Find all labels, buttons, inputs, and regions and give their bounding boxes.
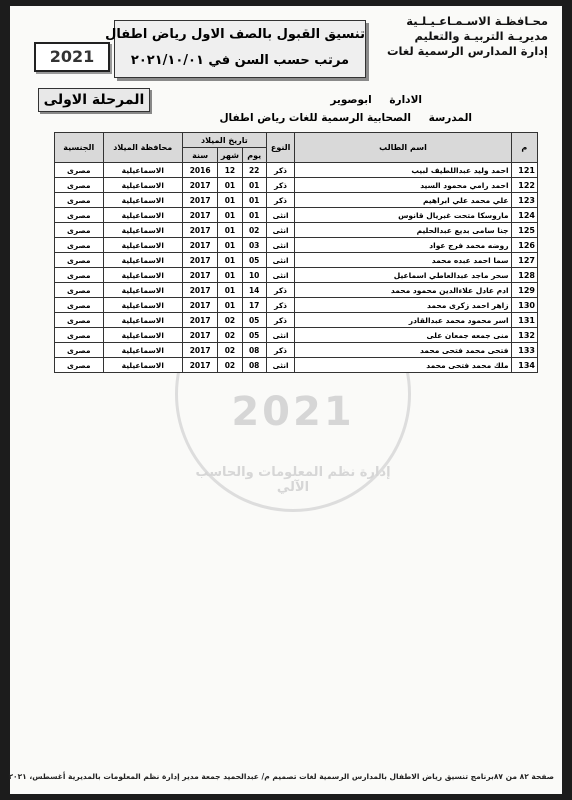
birth-month: 01: [218, 268, 242, 283]
birth-month: 01: [218, 283, 242, 298]
gender: انثى: [266, 328, 295, 343]
birth-year: 2017: [182, 358, 217, 373]
birth-year: 2017: [182, 253, 217, 268]
admin-value: ابوصوير: [330, 94, 372, 106]
birth-year: 2017: [182, 283, 217, 298]
birth-governorate: الاسماعيلية: [103, 313, 182, 328]
admin-info: [330, 94, 422, 106]
table-row: [55, 343, 538, 358]
nationality: مصرى: [55, 208, 104, 223]
watermark-year: 2021: [231, 389, 355, 435]
birth-governorate: الاسماعيلية: [103, 328, 182, 343]
row-num: 124: [511, 208, 537, 223]
nationality: مصرى: [55, 313, 104, 328]
row-num: 132: [511, 328, 537, 343]
student-name: روضه محمد فرج عواد: [295, 238, 511, 253]
birth-year: 2017: [182, 238, 217, 253]
col-header-day: يوم: [242, 148, 266, 163]
birth-year: 2017: [182, 328, 217, 343]
school-label: المدرسة: [428, 112, 472, 124]
gender: ذكر: [266, 163, 295, 178]
table-row: [55, 193, 538, 208]
students-table: [54, 132, 538, 373]
row-num: 131: [511, 313, 537, 328]
birth-year: 2017: [182, 208, 217, 223]
birth-year: 2017: [182, 343, 217, 358]
birth-day: 05: [242, 313, 266, 328]
col-header-month: شهر: [218, 148, 242, 163]
school-info: [219, 112, 472, 124]
gender: ذكر: [266, 193, 295, 208]
col-header-year: سنة: [182, 148, 217, 163]
birth-year: 2017: [182, 223, 217, 238]
birth-day: 14: [242, 283, 266, 298]
birth-month: 01: [218, 253, 242, 268]
gender: انثى: [266, 268, 295, 283]
col-header-name: اسم الطالب: [295, 133, 511, 163]
birth-month: 01: [218, 178, 242, 193]
table-row: [55, 358, 538, 373]
gender: انثى: [266, 358, 295, 373]
issuer-block: [387, 14, 548, 59]
nationality: مصرى: [55, 163, 104, 178]
table-row: [55, 283, 538, 298]
row-num: 128: [511, 268, 537, 283]
page-footer: صفحة ٨٢ من ٨٧برنامج تنسيق رياض الاطفال بالمدارس الرسمية لغات تصميم م/ عبدالحميد جمعة مدير إدارة نظم المعلومات بالمديرية أغسطس، ٢٠٢١: [8, 772, 554, 781]
birth-day: 05: [242, 253, 266, 268]
gender: انثى: [266, 253, 295, 268]
birth-governorate: الاسماعيلية: [103, 268, 182, 283]
student-name: فتحى محمد فتحى محمد: [295, 343, 511, 358]
watermark-text: إدارة نظم المعلومات والحاسب الآلي: [195, 465, 391, 495]
nationality: مصرى: [55, 193, 104, 208]
birth-governorate: الاسماعيلية: [103, 358, 182, 373]
nationality: مصرى: [55, 343, 104, 358]
birth-month: 02: [218, 313, 242, 328]
birth-day: 03: [242, 238, 266, 253]
governorate-name: محـافظـة الاسـمـاعـيـلـية: [406, 14, 548, 28]
birth-governorate: الاسماعيلية: [103, 283, 182, 298]
student-name: ماروسكا متحت غبريال قانوس: [295, 208, 511, 223]
row-num: 133: [511, 343, 537, 358]
gender: ذكر: [266, 298, 295, 313]
birth-day: 01: [242, 208, 266, 223]
birth-year: 2016: [182, 163, 217, 178]
col-header-nationality: الجنسية: [55, 133, 104, 163]
stage-badge: المرحلة الاولى: [38, 88, 150, 112]
birth-month: 12: [218, 163, 242, 178]
table-row: [55, 268, 538, 283]
birth-month: 02: [218, 358, 242, 373]
row-num: 123: [511, 193, 537, 208]
table-body: [55, 163, 538, 373]
birth-day: 10: [242, 268, 266, 283]
birth-day: 22: [242, 163, 266, 178]
student-name: ادم عادل علاءالدين محمود محمد: [295, 283, 511, 298]
birth-governorate: الاسماعيلية: [103, 238, 182, 253]
admin-label: الادارة: [389, 94, 422, 106]
birth-governorate: الاسماعيلية: [103, 298, 182, 313]
row-num: 125: [511, 223, 537, 238]
birth-month: 01: [218, 238, 242, 253]
birth-governorate: الاسماعيلية: [103, 253, 182, 268]
birth-month: 01: [218, 208, 242, 223]
year-badge: 2021: [34, 42, 110, 72]
birth-month: 01: [218, 298, 242, 313]
student-name: احمد رامي محمود السيد: [295, 178, 511, 193]
birth-governorate: الاسماعيلية: [103, 343, 182, 358]
gender: ذكر: [266, 313, 295, 328]
student-name: زاهر احمد زكرى محمد: [295, 298, 511, 313]
nationality: مصرى: [55, 253, 104, 268]
nationality: مصرى: [55, 223, 104, 238]
row-num: 134: [511, 358, 537, 373]
administration-name: إدارة المدارس الرسمية لغات: [386, 44, 548, 58]
table-row: [55, 163, 538, 178]
birth-day: 02: [242, 223, 266, 238]
row-num: 129: [511, 283, 537, 298]
nationality: مصرى: [55, 328, 104, 343]
birth-year: 2017: [182, 298, 217, 313]
col-header-birth-date: تاريخ الميلاد: [182, 133, 266, 148]
gender: ذكر: [266, 343, 295, 358]
birth-year: 2017: [182, 193, 217, 208]
nationality: مصرى: [55, 358, 104, 373]
birth-day: 01: [242, 178, 266, 193]
student-name: جنا سامى بديع عبدالحليم: [295, 223, 511, 238]
row-num: 121: [511, 163, 537, 178]
student-name: علي محمد علي ابراهيم: [295, 193, 511, 208]
gender: انثى: [266, 238, 295, 253]
nationality: مصرى: [55, 268, 104, 283]
table-row: [55, 208, 538, 223]
birth-day: 17: [242, 298, 266, 313]
student-name: منى جمعه جمعان على: [295, 328, 511, 343]
nationality: مصرى: [55, 298, 104, 313]
birth-day: 05: [242, 328, 266, 343]
school-value: الصحابية الرسمية للغات رياض اطفال: [219, 112, 411, 124]
birth-year: 2017: [182, 178, 217, 193]
birth-month: 02: [218, 343, 242, 358]
gender: انثى: [266, 208, 295, 223]
birth-governorate: الاسماعيلية: [103, 208, 182, 223]
gender: انثى: [266, 223, 295, 238]
nationality: مصرى: [55, 283, 104, 298]
row-num: 122: [511, 178, 537, 193]
birth-year: 2017: [182, 268, 217, 283]
title-line-1: تنسيق القبول بالصف الاول رياض اطفال: [105, 27, 365, 42]
birth-month: 01: [218, 223, 242, 238]
birth-governorate: الاسماعيلية: [103, 178, 182, 193]
col-header-birth-gov: محافظة الميلاد: [103, 133, 182, 163]
birth-day: 08: [242, 358, 266, 373]
birth-day: 01: [242, 193, 266, 208]
directorate-name: مديريـة التربيـة والتعليم: [414, 29, 548, 43]
table-row: [55, 178, 538, 193]
nationality: مصرى: [55, 178, 104, 193]
birth-month: 02: [218, 328, 242, 343]
birth-governorate: الاسماعيلية: [103, 193, 182, 208]
birth-governorate: الاسماعيلية: [103, 223, 182, 238]
document-page: [10, 6, 562, 794]
student-name: ملك محمد فتحى محمد: [295, 358, 511, 373]
table-row: [55, 223, 538, 238]
table-row: [55, 238, 538, 253]
table-row: [55, 298, 538, 313]
birth-month: 01: [218, 193, 242, 208]
table-row: [55, 253, 538, 268]
table-row: [55, 313, 538, 328]
gender: ذكر: [266, 283, 295, 298]
row-num: 126: [511, 238, 537, 253]
col-header-gender: النوع: [266, 133, 295, 163]
table-row: [55, 328, 538, 343]
col-header-num: م: [511, 133, 537, 163]
row-num: 130: [511, 298, 537, 313]
birth-year: 2017: [182, 313, 217, 328]
student-name: اسر محمود محمد عبدالقادر: [295, 313, 511, 328]
document-title-box: [105, 20, 366, 78]
birth-day: 08: [242, 343, 266, 358]
row-num: 127: [511, 253, 537, 268]
student-name: سما احمد عبده محمد: [295, 253, 511, 268]
birth-governorate: الاسماعيلية: [103, 163, 182, 178]
gender: ذكر: [266, 178, 295, 193]
student-name: احمد وليد عبداللطيف لبيب: [295, 163, 511, 178]
nationality: مصرى: [55, 238, 104, 253]
title-line-2: مرتب حسب السن في ٢٠٢١/١٠/٠١: [130, 53, 350, 68]
student-name: سحر ماجد عبدالعاطي اسماعيل: [295, 268, 511, 283]
